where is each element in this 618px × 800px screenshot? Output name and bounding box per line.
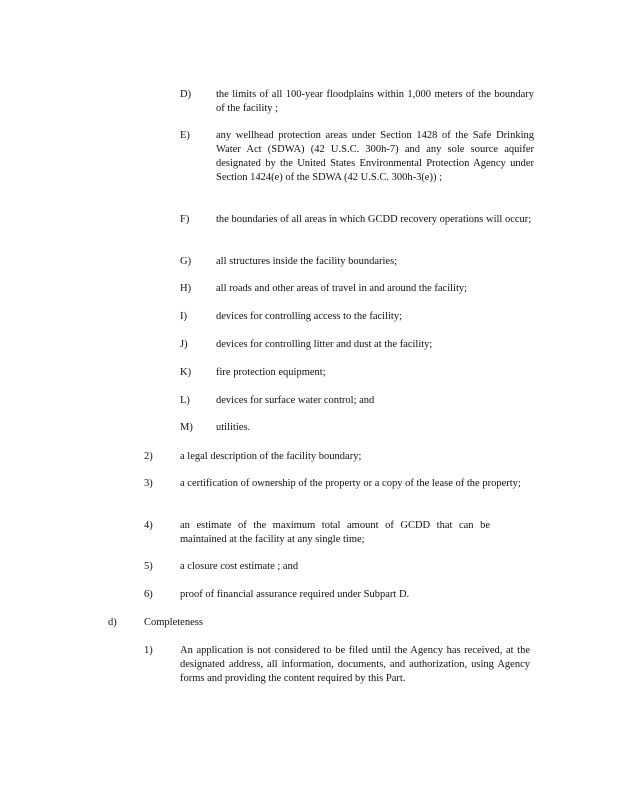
item-label: 6) (144, 589, 153, 600)
item-label: H) (180, 283, 192, 294)
item-text: An application is not considered to be filed until the Agency has received, at the designated address, all information, documents, and authorization, using Agency forms and providing the content required by this Part. (180, 645, 530, 684)
item-label: F) (180, 214, 190, 225)
item-text: fire protection equipment; (216, 367, 326, 378)
item-label: D) (180, 89, 192, 100)
item-text: a legal description of the facility boundary; (180, 451, 362, 462)
item-text: a certification of ownership of the property or a copy of the lease of the property; (180, 478, 521, 489)
item-text: all structures inside the facility boundaries; (216, 256, 398, 267)
item-text: an estimate of the maximum total amount of GCDD that can be maintained at the facility at any single time; (180, 520, 490, 545)
item-text: a closure cost estimate ; and (180, 561, 299, 572)
item-text: utilities. (216, 422, 251, 433)
item-label: 2) (144, 451, 153, 462)
item-text: proof of financial assurance required under Subpart D. (180, 589, 410, 600)
item-label: 4) (144, 520, 153, 531)
item-label: J) (180, 339, 188, 350)
item-text: devices for controlling litter and dust at the facility; (216, 339, 433, 350)
item-text: any wellhead protection areas under Section 1428 of the Safe Drinking Water Act (SDWA) (42 U.S.C. 300h-7) and any sole source aquifer designated by the United States Environmental Protection Agency under Section 1424(e) of the SDWA (42 U.S.C. 300h-3(e)) ; (216, 130, 534, 183)
item-label: G) (180, 256, 192, 267)
item-label: M) (180, 422, 193, 433)
item-text: devices for controlling access to the facility; (216, 311, 403, 322)
item-label: 3) (144, 478, 153, 489)
item-label: 5) (144, 561, 153, 572)
item-text: all roads and other areas of travel in and around the facility; (216, 283, 468, 294)
item-label: E) (180, 130, 190, 141)
item-label: d) (108, 617, 117, 628)
section-heading: Completeness (144, 617, 203, 628)
item-text: devices for surface water control; and (216, 395, 375, 406)
item-label: L) (180, 395, 190, 406)
item-text: the boundaries of all areas in which GCDD recovery operations will occur; (216, 214, 532, 225)
item-label: 1) (144, 645, 153, 656)
item-label: K) (180, 367, 192, 378)
item-text: the limits of all 100-year floodplains within 1,000 meters of the boundary of the facility ; (216, 89, 534, 114)
item-label: I) (180, 311, 187, 322)
